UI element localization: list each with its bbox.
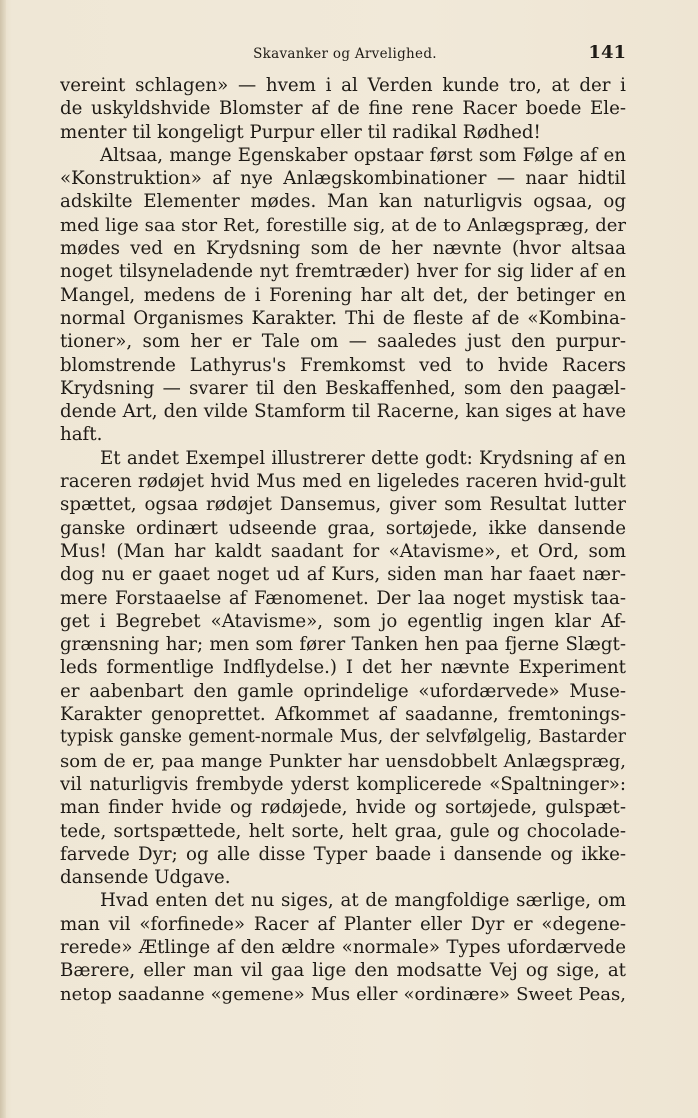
- text-line: Hvad enten det nu siges, at de mangfoldige særlige, om: [100, 890, 626, 912]
- text-line: netop saadanne «gemene» Mus eller «ordinære» Sweet Peas,: [60, 983, 626, 1005]
- text-line: farvede Dyr; og alle disse Typer baade i dansende og ikke-: [60, 843, 626, 865]
- text-line: Mus! (Man har kaldt saadant for «Atavisme», et Ord, som: [60, 540, 626, 562]
- text-line: spættet, ogsaa rødøjet Dansemus, giver som Resultat lutter: [60, 494, 626, 516]
- text-line: vil naturligvis frembyde yderst komplicerede «Spaltninger»:: [60, 773, 626, 795]
- text-line: som de er, paa mange Punkter har uensdobbelt Anlægspræg,: [60, 750, 626, 772]
- text-line: tioner», som her er Tale om — saaledes just den purpur-: [60, 331, 626, 353]
- text-line: raceren rødøjet hvid Mus med en ligeledes raceren hvid-gult: [60, 471, 626, 493]
- text-line: leds formentlige Indflydelse.) I det her nævnte Experiment: [60, 657, 626, 679]
- text-line: tede, sortspættede, helt sorte, helt graa, gule og chocolade-: [60, 820, 626, 842]
- text-line: Bærere, eller man vil gaa lige den modsatte Vej og sige, at: [60, 960, 626, 982]
- text-line: dende Art, den vilde Stamform til Racerne, kan siges at have: [60, 401, 626, 423]
- text-line: normal Organismes Karakter. Thi de fleste af de «Kombina-: [60, 307, 626, 329]
- text-line: mødes ved en Krydsning som de her nævnte (hvor altsaa: [60, 238, 626, 260]
- text-line: Altsaa, mange Egenskaber opstaar først som Følge af en: [100, 144, 626, 166]
- page-spine-shadow: [0, 0, 6, 1118]
- text-line: med lige saa stor Ret, forestille sig, at de to Anlægspræg, der: [60, 214, 626, 236]
- text-line: man finder hvide og rødøjede, hvide og sortøjede, gulspæt-: [60, 797, 626, 819]
- text-line: de uskyldshvide Blomster af de fine rene Racer boede Ele-: [60, 98, 626, 120]
- text-line: grænsning har; men som fører Tanken hen paa fjerne Slægt-: [60, 634, 626, 656]
- text-line: man vil «forfinede» Racer af Planter eller Dyr er «degene-: [60, 913, 626, 935]
- text-line: noget tilsyneladende nyt fremtræder) hver for sig lider af en: [60, 261, 626, 283]
- text-line: Mangel, medens de i Forening har alt det, der betinger en: [60, 284, 626, 306]
- text-line: menter til kongeligt Purpur eller til radikal Rødhed!: [60, 121, 541, 143]
- text-line: «Konstruktion» af nye Anlægskombinationer — naar hidtil: [60, 168, 626, 190]
- text-line: Et andet Exempel illustrerer dette godt: Krydsning af en: [100, 447, 626, 469]
- text-line: dansende Udgave.: [60, 867, 231, 889]
- text-line: dog nu er gaaet noget ud af Kurs, siden man har faaet nær-: [60, 564, 626, 586]
- page-header: [60, 40, 630, 70]
- text-line: haft.: [60, 424, 103, 446]
- text-line: ganske ordinært udseende graa, sortøjede, ikke dansende: [60, 517, 626, 539]
- body-text: [60, 74, 626, 1006]
- text-line: blomstrende Lathyrus's Fremkomst ved to hvide Racers: [60, 354, 626, 376]
- text-line: typisk ganske gement-normale Mus, der selvfølgelig, Bastarder: [60, 727, 626, 748]
- text-line: Karakter genoprettet. Afkommet af saadanne, fremtonings-: [60, 704, 626, 726]
- text-line: er aabenbart den gamle oprindelige «ufordærvede» Muse-: [60, 680, 626, 702]
- text-line: mere Forstaaelse af Fænomenet. Der laa noget mystisk taa-: [60, 587, 626, 609]
- text-line: adskilte Elementer mødes. Man kan naturligvis ogsaa, og: [60, 191, 626, 213]
- text-line: rerede» Ætlinge af den ældre «normale» Types ufordærvede: [60, 936, 626, 958]
- text-line: Krydsning — svarer til den Beskaffenhed, som den paagæl-: [60, 377, 626, 399]
- text-line: get i Begrebet «Atavisme», som jo egentlig ingen klar Af-: [60, 610, 626, 632]
- page-number: 141: [588, 42, 626, 63]
- running-title: Skavanker og Arvelighed.: [253, 46, 437, 62]
- text-line: vereint schlagen» — hvem i al Verden kunde tro, at der i: [60, 75, 626, 96]
